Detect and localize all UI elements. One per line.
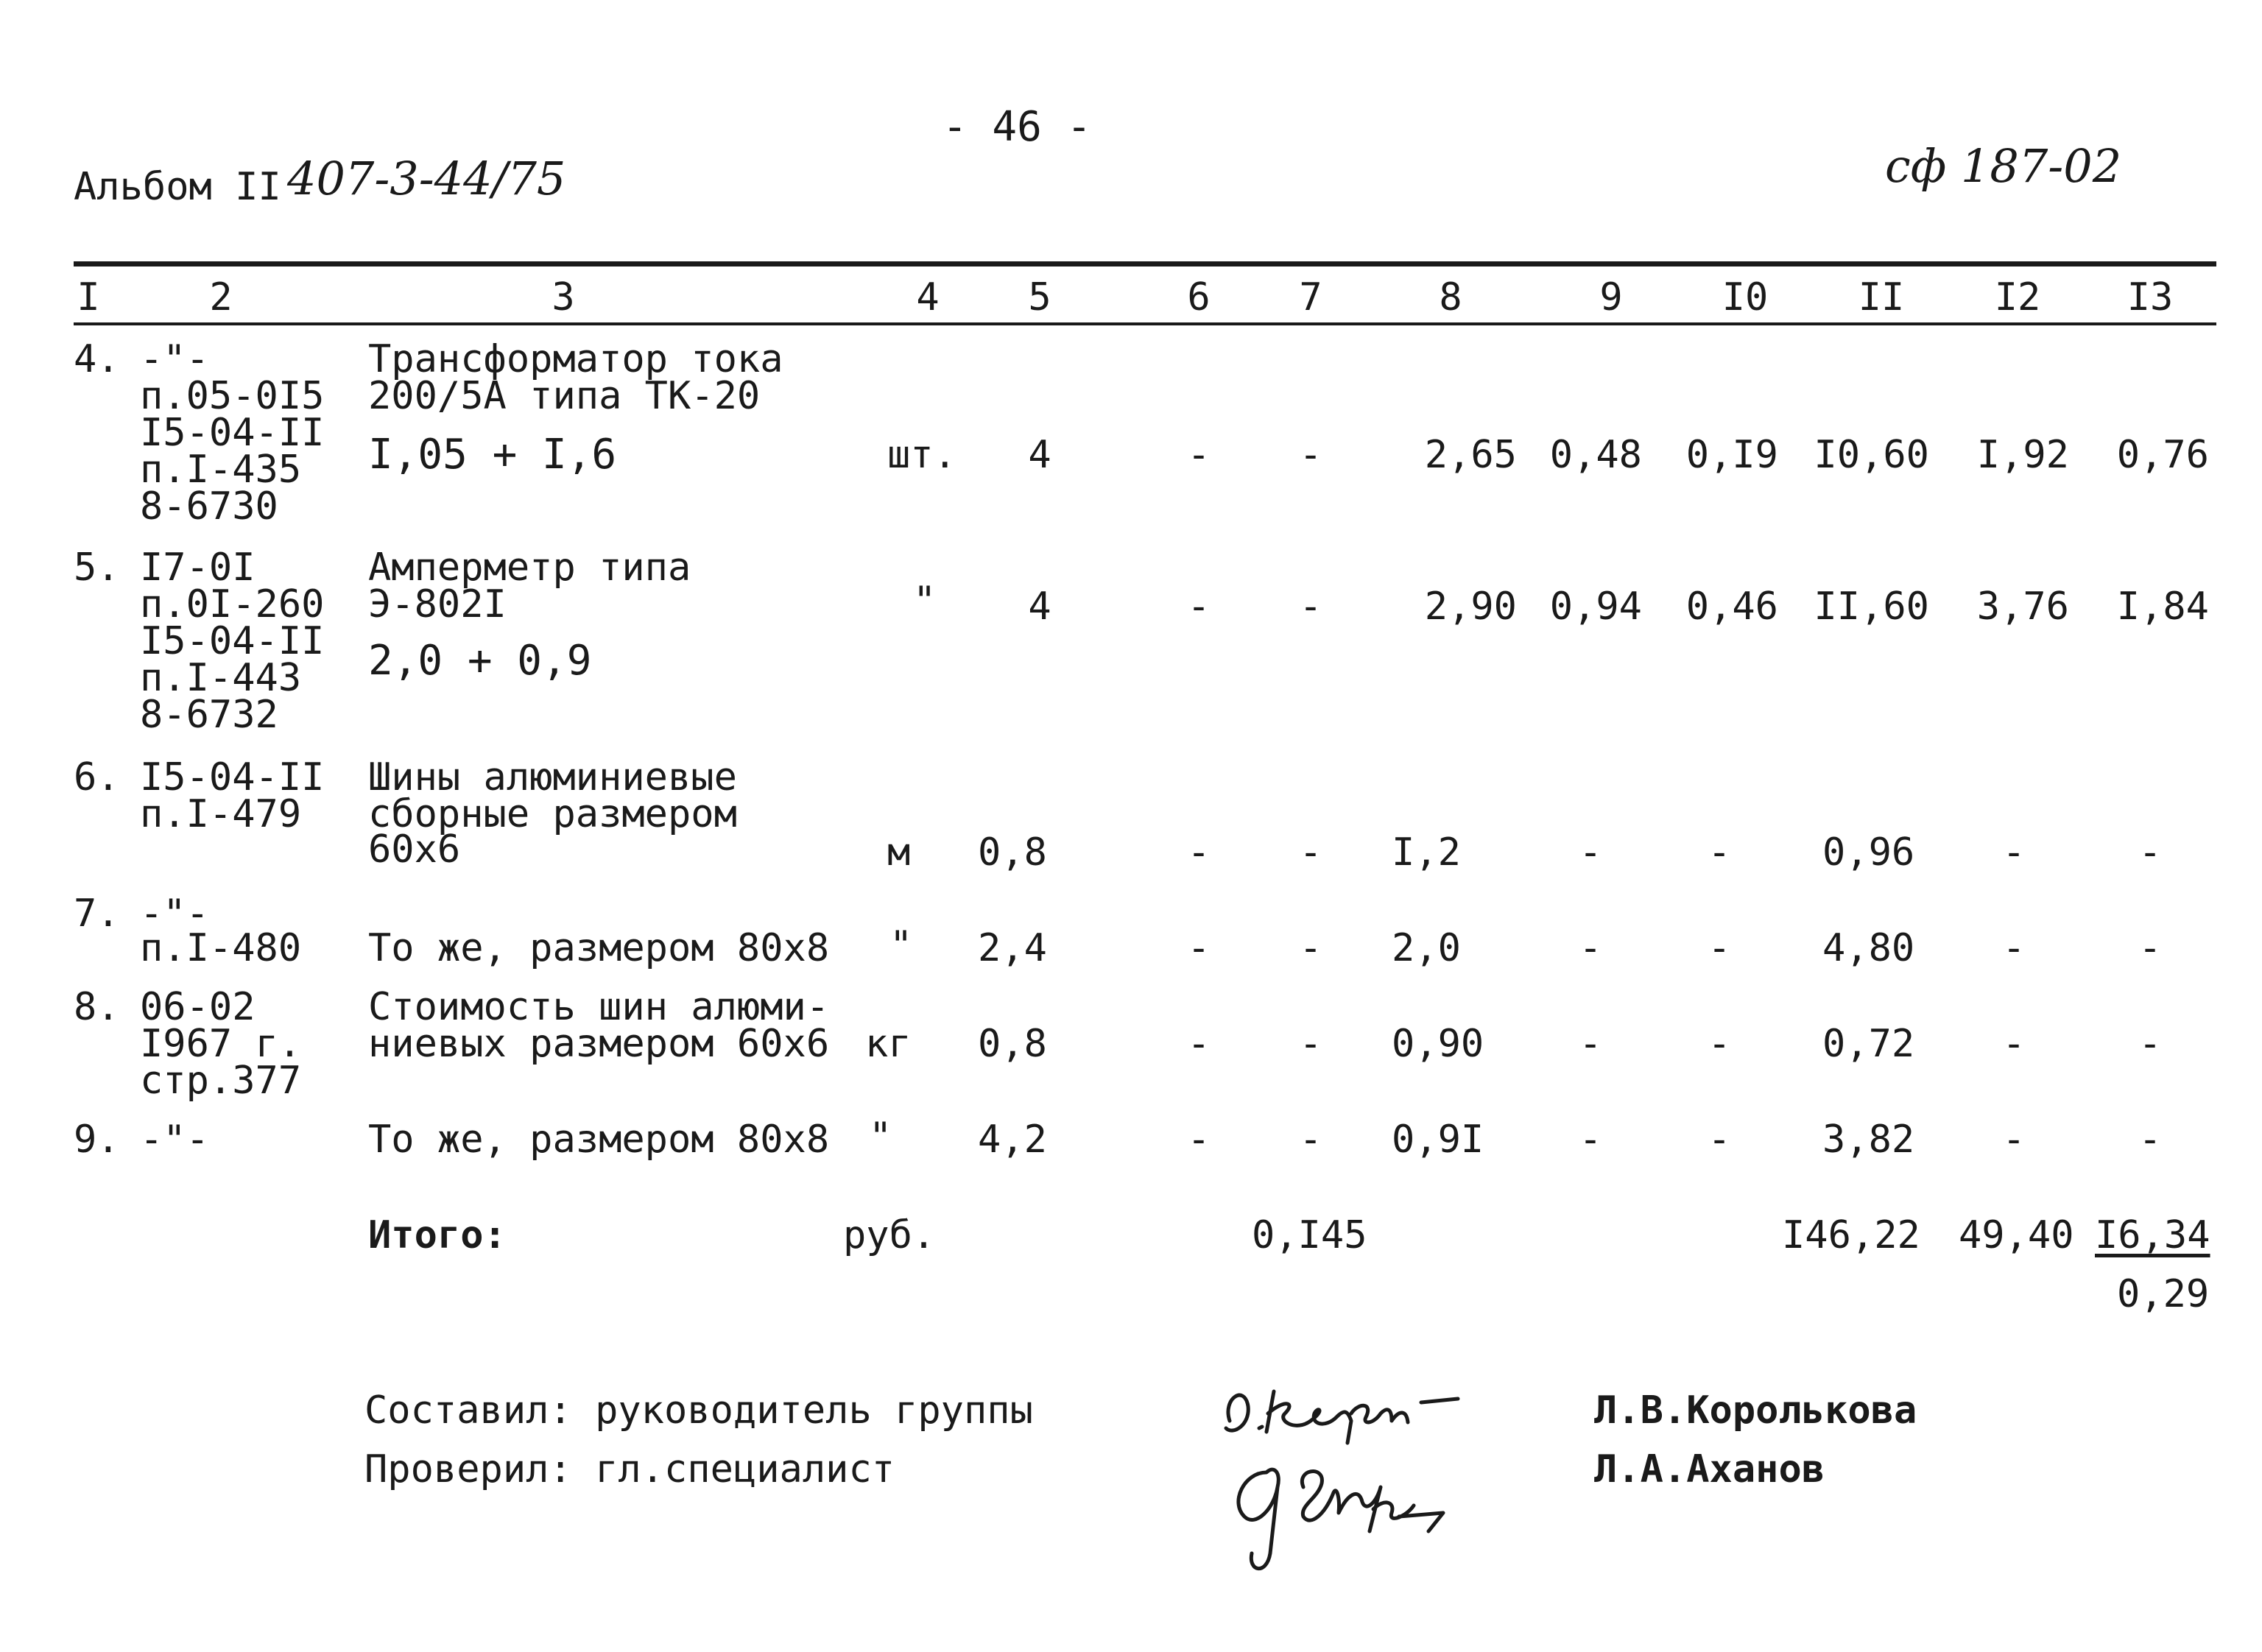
checked-by-name: Л.А.Аханов xyxy=(1594,1447,1825,1492)
row-col11: 4,80 xyxy=(1822,926,1915,970)
row-ref: I5-04-II xyxy=(140,619,325,663)
row-col7: - xyxy=(1299,1022,1322,1066)
row-ref: п.05-0I5 xyxy=(140,374,325,418)
album-label: Альбом II xyxy=(74,165,281,209)
row-description: сборные размером xyxy=(368,792,737,836)
row-ref: 8-6730 xyxy=(140,484,278,529)
row-col9: 0,48 xyxy=(1549,433,1642,477)
row-col6: - xyxy=(1187,1118,1211,1162)
col-header-12: I2 xyxy=(1994,275,2041,320)
row-ref: -"- xyxy=(140,337,209,381)
row-col9: - xyxy=(1579,1022,1602,1066)
col-header-8: 8 xyxy=(1439,275,1462,320)
row-unit: " xyxy=(889,923,913,967)
row-unit: " xyxy=(869,1115,892,1159)
row-col6: - xyxy=(1187,433,1211,477)
row-number: 8. xyxy=(74,985,120,1029)
row-col7: - xyxy=(1299,1118,1322,1162)
row-ref: I5-04-II xyxy=(140,755,325,799)
compiled-by-name: Л.В.Королькова xyxy=(1594,1388,1917,1433)
row-ref: п.0I-260 xyxy=(140,582,325,626)
row-col11: 0,96 xyxy=(1822,830,1915,875)
row-col8: 2,0 xyxy=(1392,926,1461,970)
col-header-3: 3 xyxy=(552,275,575,320)
total-unit: руб. xyxy=(843,1213,936,1257)
row-description: Трансформатор тока xyxy=(368,337,783,381)
total-col12: 49,40 xyxy=(1959,1213,2074,1257)
row-col11: II,60 xyxy=(1814,585,1929,629)
row-number: 6. xyxy=(74,755,120,799)
col-header-10: I0 xyxy=(1722,275,1769,320)
row-col6: - xyxy=(1187,926,1211,970)
row-col8: 0,90 xyxy=(1392,1022,1484,1066)
row-col10: 0,46 xyxy=(1685,585,1778,629)
row-ref: п.I-480 xyxy=(140,926,302,970)
signature-compiler xyxy=(1215,1369,1524,1450)
row-col13: 0,76 xyxy=(2116,433,2209,477)
row-col5: 4 xyxy=(1028,585,1051,629)
row-ref: I967 г. xyxy=(140,1022,302,1066)
row-description: 60х6 xyxy=(368,827,461,872)
row-ref: -"- xyxy=(140,892,209,936)
row-col10: - xyxy=(1708,1022,1731,1066)
col-header-2: 2 xyxy=(209,275,233,320)
row-col8: 2,90 xyxy=(1424,585,1517,629)
row-col11: 0,72 xyxy=(1822,1022,1915,1066)
row-col6: - xyxy=(1187,585,1211,629)
row-col5: 0,8 xyxy=(978,830,1047,875)
row-col13: - xyxy=(2138,1118,2162,1162)
row-unit: " xyxy=(913,579,937,623)
row-col9: - xyxy=(1579,1118,1602,1162)
row-col11: I0,60 xyxy=(1814,433,1929,477)
album-code: 407-3-44/75 xyxy=(287,152,566,205)
row-col8: I,2 xyxy=(1392,830,1461,875)
row-col10: 0,I9 xyxy=(1685,433,1778,477)
row-col7: - xyxy=(1299,585,1322,629)
row-col12: - xyxy=(2002,830,2026,875)
col-header-7: 7 xyxy=(1299,275,1322,320)
total-col7-8: 0,I45 xyxy=(1252,1213,1367,1257)
row-col8: 0,9I xyxy=(1392,1118,1484,1162)
row-col13: - xyxy=(2138,830,2162,875)
row-ref: п.I-435 xyxy=(140,448,302,492)
checked-by-label: Проверил: гл.специалист xyxy=(364,1447,895,1492)
row-col7: - xyxy=(1299,830,1322,875)
row-description: ниевых размером 60х6 xyxy=(368,1022,830,1066)
row-col9: - xyxy=(1579,830,1602,875)
row-col5: 4 xyxy=(1028,433,1051,477)
row-col6: - xyxy=(1187,1022,1211,1066)
row-col10: - xyxy=(1708,926,1731,970)
col-header-5: 5 xyxy=(1028,275,1051,320)
page-number: - 46 - xyxy=(942,103,1092,151)
row-ref: 06-02 xyxy=(140,985,256,1029)
col-header-13: I3 xyxy=(2127,275,2174,320)
row-unit: шт. xyxy=(887,433,956,477)
table-top-rule xyxy=(74,261,2216,266)
total-col13-below: 0,29 xyxy=(2117,1272,2210,1316)
col-header-6: 6 xyxy=(1187,275,1211,320)
row-col9: 0,94 xyxy=(1549,585,1642,629)
row-ref: I5-04-II xyxy=(140,411,325,455)
row-ref: стр.377 xyxy=(140,1059,302,1103)
total-col13: I6,34 xyxy=(2095,1213,2210,1257)
row-unit: кг xyxy=(865,1022,912,1066)
row-description-values: 2,0 + 0,9 xyxy=(368,637,592,685)
row-description: То же, размером 80х8 xyxy=(368,926,830,970)
row-col12: 3,76 xyxy=(1976,585,2069,629)
col-header-4: 4 xyxy=(916,275,940,320)
row-unit: м xyxy=(887,830,911,875)
signature-checker xyxy=(1222,1443,1487,1583)
row-col12: - xyxy=(2002,1118,2026,1162)
col-header-9: 9 xyxy=(1599,275,1623,320)
table-header-rule xyxy=(74,322,2216,325)
row-col12: - xyxy=(2002,1022,2026,1066)
row-col10: - xyxy=(1708,830,1731,875)
row-col7: - xyxy=(1299,926,1322,970)
row-col5: 2,4 xyxy=(978,926,1047,970)
row-col5: 0,8 xyxy=(978,1022,1047,1066)
total-col11: I46,22 xyxy=(1782,1213,1920,1257)
row-ref: -"- xyxy=(140,1118,209,1162)
row-col13: - xyxy=(2138,926,2162,970)
compiled-by-label: Составил: руководитель группы xyxy=(364,1388,1033,1433)
row-col7: - xyxy=(1299,433,1322,477)
row-col6: - xyxy=(1187,830,1211,875)
row-ref: 8-6732 xyxy=(140,693,278,737)
row-description: Э-802I xyxy=(368,582,507,626)
row-ref: п.I-443 xyxy=(140,656,302,700)
row-col10: - xyxy=(1708,1118,1731,1162)
row-number: 9. xyxy=(74,1118,120,1162)
row-col13: - xyxy=(2138,1022,2162,1066)
row-col9: - xyxy=(1579,926,1602,970)
col-header-1: I xyxy=(77,275,100,320)
row-col12: - xyxy=(2002,926,2026,970)
row-description-values: I,05 + I,6 xyxy=(368,431,617,479)
sheet-code: сф 187-02 xyxy=(1885,139,2122,193)
row-number: 5. xyxy=(74,546,120,590)
row-description: Шины алюминиевые xyxy=(368,755,737,799)
col-header-11: II xyxy=(1858,275,1905,320)
row-col13: I,84 xyxy=(2116,585,2209,629)
row-ref: I7-0I xyxy=(140,546,256,590)
row-ref: п.I-479 xyxy=(140,792,302,836)
row-col11: 3,82 xyxy=(1822,1118,1915,1162)
row-description: Стоимость шин алюми- xyxy=(368,985,830,1029)
row-description: То же, размером 80х8 xyxy=(368,1118,830,1162)
row-description: Амперметр типа xyxy=(368,546,691,590)
row-col5: 4,2 xyxy=(978,1118,1047,1162)
row-col8: 2,65 xyxy=(1424,433,1517,477)
row-number: 4. xyxy=(74,337,120,381)
row-number: 7. xyxy=(74,892,120,936)
row-col12: I,92 xyxy=(1976,433,2069,477)
row-description: 200/5А типа ТК-20 xyxy=(368,374,761,418)
total-label: Итого: xyxy=(368,1213,507,1257)
